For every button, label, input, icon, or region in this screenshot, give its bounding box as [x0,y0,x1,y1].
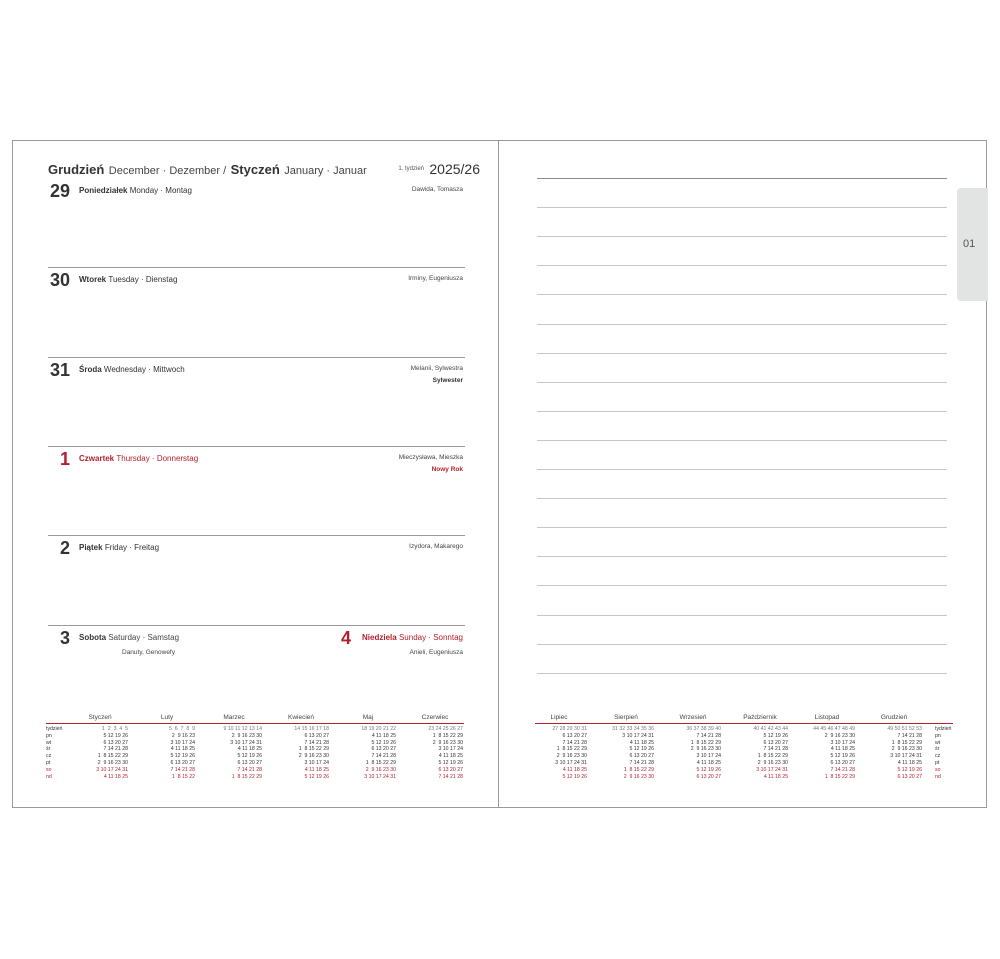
mini-week-row: 3 10 17 24 31 [364,773,396,780]
mini-week-row: 6 13 20 27 [103,739,128,746]
mini-calendar-left [46,712,466,792]
writing-line [537,411,947,412]
mini-month-grid [143,726,195,780]
day-number: 1 [59,449,70,469]
mini-week-row: 5 12 19 26 [438,759,463,766]
weekday-label: śr [46,746,51,753]
mini-week-row: 6 13 20 27 [170,759,195,766]
day-number: 4 [341,628,352,648]
writing-line [537,178,947,179]
mini-week-row: 7 14 21 28 [103,746,128,753]
mini-week-row: 1 8 15 22 29 [824,773,855,780]
writing-line [537,236,947,237]
day-block[interactable] [48,181,465,261]
day-name-tr: Monday · Montag [129,186,192,195]
week-label: tydzień [46,726,63,732]
name-days: Izydora, Makarego [409,543,463,550]
name-days: Anieli, Eugeniusza [409,649,463,656]
mini-week-row: 1 8 15 22 29 [97,753,128,760]
week-numbers: 1 2 3 4 5 [102,726,128,732]
day-name [362,633,463,642]
month2-pl: Styczeń [230,162,280,177]
day-block[interactable] [48,449,465,529]
mini-month-name: Listopad [814,714,840,721]
mini-month-grid [535,726,587,780]
mini-week-row: 3 10 17 24 31 [96,766,128,773]
mini-month-grid [803,726,855,780]
mini-week-row: 2 9 16 23 30 [231,732,262,739]
mini-week-row: 5 12 19 26 [562,773,587,780]
week-numbers: 23 24 25 26 27 [428,726,463,732]
mini-week-row: 4 11 18 25 [897,759,922,766]
page-fold [498,140,499,808]
mini-week-row: 7 14 21 28 [304,739,329,746]
weekday-label: cz [46,753,52,760]
writing-line [537,673,947,674]
mini-week-row: 3 10 17 24 31 [555,759,587,766]
day-name [79,543,159,552]
day-name-tr: Thursday · Donnerstag [116,454,199,463]
mini-week-row: 1 8 15 22 29 [891,739,922,746]
mini-week-row: 5 12 19 26 [763,732,788,739]
writing-line [537,324,947,325]
weekday-label: wt [46,739,52,746]
day-block[interactable] [48,360,465,440]
mini-week-row: 5 12 19 26 [897,766,922,773]
mini-month-name: Sierpień [614,714,638,721]
day-divider [48,625,465,626]
mini-week-row: 2 9 16 23 30 [365,766,396,773]
mini-month-name: Lipiec [550,714,568,721]
mini-week-row: 2 9 16 23 30 [824,732,855,739]
weekday-label: so [935,766,941,773]
month-tab[interactable] [957,188,988,301]
month1-tr: December · Dezember / [108,165,227,177]
mini-month-grid [344,726,396,780]
week-numbers: 49 50 51 52 53 [887,726,922,732]
mini-week-row: 3 10 17 24 31 [756,766,788,773]
mini-week-row: 1 8 15 22 29 [690,739,721,746]
mini-week-row: 6 13 20 27 [304,732,329,739]
day-name-tr: Sunday · Sonntag [398,633,463,642]
holiday-label: Sylwester [432,377,463,384]
writing-line [537,207,947,208]
mini-week-row: 5 12 19 26 [371,739,396,746]
day-block[interactable] [48,538,465,618]
mini-month-name: Czerwiec [421,714,449,721]
day-name-pl: Czwartek [79,454,115,463]
mini-week-row: 3 10 17 24 31 [230,739,262,746]
weekday-label: pt [46,759,51,766]
mini-week-row: 1 8 15 22 29 [298,746,329,753]
day-block[interactable] [48,270,465,350]
weekday-labels [935,726,951,780]
day-name-pl: Środa [79,365,102,374]
holiday-label: Nowy Rok [431,466,463,473]
mini-week-row: 3 10 17 24 [830,739,855,746]
mini-month-grid [277,726,329,780]
week-numbers: 5 6 7 8 9 [169,726,195,732]
writing-line [537,382,947,383]
mini-week-row: 7 14 21 28 [629,759,654,766]
day-name-pl: Wtorek [79,275,107,284]
mini-month-grid [411,726,463,780]
mini-month-grid [669,726,721,780]
mini-week-row: 7 14 21 28 [438,773,463,780]
month1-pl: Grudzień [48,162,105,177]
mini-week-row: 4 11 18 25 [830,746,855,753]
week-numbers: 14 15 16 17 18 [294,726,329,732]
week-numbers: 36 37 38 39 40 [686,726,721,732]
mini-week-row: 1 8 15 22 29 [432,732,463,739]
day-number: 31 [49,360,70,380]
mini-week-row: 6 13 20 27 [562,732,587,739]
day-name-tr: Wednesday · Mittwoch [103,365,185,374]
mini-week-row: 2 9 16 23 30 [97,759,128,766]
mini-week-row: 3 10 17 24 [696,753,721,760]
mini-week-row: 7 14 21 28 [763,746,788,753]
mini-week-row: 7 14 21 28 [830,766,855,773]
weekday-label: so [46,766,52,773]
mini-week-row: 4 11 18 25 [763,773,788,780]
writing-line [537,527,947,528]
mini-week-row: 2 9 16 23 30 [298,753,329,760]
week-numbers: 40 41 42 43 44 [753,726,788,732]
day-name-tr: Saturday · Samstag [108,633,180,642]
mini-week-row: 7 14 21 28 [237,766,262,773]
mini-week-row: 5 12 19 26 [304,773,329,780]
mini-week-row: 7 14 21 28 [562,739,587,746]
day-name-pl: Niedziela [362,633,397,642]
name-days: Melanii, Sylwestra [410,365,463,372]
mini-week-row: 4 11 18 25 [629,739,654,746]
mini-week-row: 3 10 17 24 [438,746,463,753]
weekday-label: śr [935,746,940,753]
mini-week-row: 5 12 19 26 [103,732,128,739]
week-numbers: 9 10 11 12 13 14 [223,726,262,732]
weekday-label: cz [935,753,941,760]
writing-line [537,353,947,354]
day-divider [48,357,465,358]
year-label: 2025/26 [429,161,480,177]
day-number: 2 [59,538,70,558]
mini-week-row: 7 14 21 28 [897,732,922,739]
mini-week-row: 6 13 20 27 [629,753,654,760]
mini-month-grid [602,726,654,780]
mini-week-row: 6 13 20 27 [237,759,262,766]
mini-week-row: 4 11 18 25 [237,746,262,753]
mini-month-name: Październik [743,714,777,721]
day-name [79,186,192,195]
writing-line [537,615,947,616]
week-number: 1. tydzień [398,166,424,172]
mini-calendar-right [535,712,955,792]
month2-tr: January · Januar [284,165,367,177]
mini-week-row: 5 12 19 26 [696,766,721,773]
mini-week-row: 3 10 17 24 [170,739,195,746]
day-number: 29 [49,181,70,201]
week-header [48,161,480,181]
writing-line [537,440,947,441]
day-name-pl: Piątek [79,543,103,552]
day-name-tr: Tuesday · Dienstag [108,275,178,284]
mini-month-name: Marzec [223,714,245,721]
mini-week-row: 6 13 20 27 [830,759,855,766]
writing-line [537,556,947,557]
mini-week-row: 7 14 21 28 [371,753,396,760]
day-name [79,275,177,284]
mini-week-row: 2 9 16 23 30 [690,746,721,753]
mini-week-row: 4 11 18 25 [103,773,128,780]
writing-line [537,585,947,586]
mini-week-row: 1 8 15 22 [171,773,195,780]
day-name [79,365,185,374]
day-divider [48,446,465,447]
mini-week-row: 2 9 16 23 30 [891,746,922,753]
mini-week-row: 1 8 15 22 29 [556,746,587,753]
mini-week-row: 3 10 17 24 31 [622,732,654,739]
mini-week-row: 5 12 19 26 [237,753,262,760]
mini-week-row: 5 12 19 26 [170,753,195,760]
mini-week-row: 3 10 17 24 [304,759,329,766]
month-tab-label: 01 [963,238,976,250]
name-days: Irminy, Eugeniusza [408,275,463,282]
writing-line [537,644,947,645]
mini-week-row: 6 13 20 27 [696,773,721,780]
name-days: Dawida, Tomasza [411,186,463,193]
mini-week-row: 1 8 15 22 29 [623,766,654,773]
mini-week-row: 5 12 19 26 [830,753,855,760]
weekday-label: nd [935,773,941,780]
mini-week-row: 2 9 16 23 30 [623,773,654,780]
weekday-label: pn [46,732,52,739]
writing-line [537,294,947,295]
mini-month-name: Maj [362,714,374,721]
mini-week-row: 1 8 15 22 29 [365,759,396,766]
mini-week-row: 2 9 16 23 [171,732,195,739]
writing-line [537,265,947,266]
day-name-pl: Poniedziałek [79,186,128,195]
day-divider [48,267,465,268]
mini-week-row: 6 13 20 27 [897,773,922,780]
mini-week-row: 5 12 19 26 [629,746,654,753]
mini-week-row: 6 13 20 27 [438,766,463,773]
mini-week-row: 6 13 20 27 [371,746,396,753]
mini-week-row: 4 11 18 25 [304,766,329,773]
mini-week-row: 7 14 21 28 [696,732,721,739]
mini-week-row: 4 11 18 25 [562,766,587,773]
mini-week-row: 3 10 17 24 31 [890,753,922,760]
mini-month-grid [736,726,788,780]
day-name [79,454,198,463]
mini-month-grid [210,726,262,780]
day-name-pl: Sobota [79,633,107,642]
mini-week-row: 4 11 18 25 [696,759,721,766]
weekday-label: pn [935,732,941,739]
writing-line [537,498,947,499]
mini-month-grid [870,726,922,780]
mini-month-name: Luty [160,714,174,721]
name-days: Mieczysława, Mieszka [398,454,463,461]
day-block-sunday [48,628,465,688]
writing-line [537,469,947,470]
week-label: tydzień [935,726,952,732]
day-name-tr: Friday · Freitag [104,543,160,552]
weekday-labels [46,726,62,780]
week-numbers: 27 28 29 30 31 [552,726,587,732]
mini-week-row: 6 13 20 27 [763,739,788,746]
weekday-label: pt [935,759,940,766]
mini-month-name: Grudzień [880,714,908,721]
week-numbers: 18 19 20 21 22 [361,726,396,732]
mini-week-row: 1 8 15 22 29 [231,773,262,780]
day-divider [48,535,465,536]
mini-week-row: 4 11 18 25 [438,753,463,760]
weekday-label: wt [935,739,941,746]
mini-month-name: Styczeń [88,714,112,721]
mini-month-grid [76,726,128,780]
mini-calendar-rule [535,723,953,724]
mini-calendar-rule [46,723,464,724]
week-numbers: 44 45 46 47 48 49 [813,726,855,732]
week-numbers: 31 32 33 34 35 36 [612,726,654,732]
mini-week-row: 1 8 15 22 29 [757,753,788,760]
mini-week-row: 2 9 16 23 30 [556,753,587,760]
name-days: Danuty, Genowefy [122,649,175,656]
mini-month-name: Kwiecień [287,714,314,721]
mini-week-row: 2 9 16 23 30 [757,759,788,766]
weekday-label: nd [46,773,52,780]
mini-week-row: 4 11 18 25 [371,732,396,739]
day-number: 3 [59,628,70,648]
mini-week-row: 7 14 21 28 [170,766,195,773]
day-number: 30 [49,270,70,290]
mini-week-row: 2 9 16 23 30 [432,739,463,746]
mini-month-name: Wrzesień [679,714,707,721]
mini-week-row: 4 11 18 25 [170,746,195,753]
